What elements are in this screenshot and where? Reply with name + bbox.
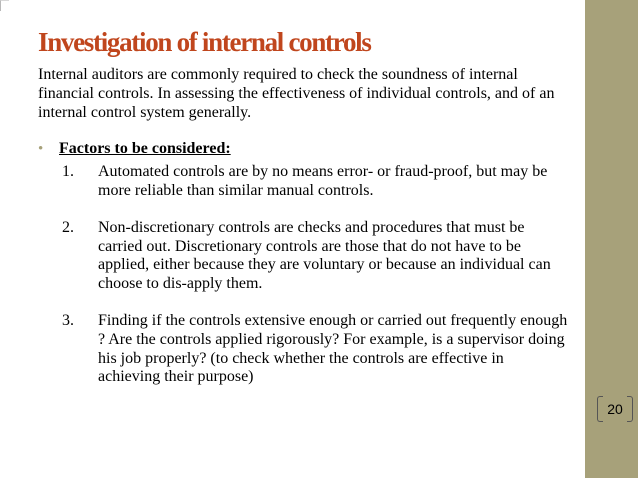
factors-label: Factors to be considered: <box>59 140 231 158</box>
item-number: 2. <box>62 218 74 236</box>
item-text: Non-discretionary controls are checks and procedures that must be carried out. Discretionary controls are those that do not have to be applied, either because they are voluntary or because an individual can choose to dis-apply them. <box>98 218 551 293</box>
list-item <box>38 312 568 387</box>
list-item <box>38 163 568 201</box>
bullet-icon: • <box>38 141 44 158</box>
item-number: 3. <box>62 311 74 329</box>
corner-mark <box>0 0 9 11</box>
page-number: 20 <box>597 396 633 422</box>
item-text: Finding if the controls extensive enough or carried out frequently enough ? Are the controls applied rigorously? For example, is a supervisor doing his job properly? (to check whether the controls are effective in achieving their purpose) <box>98 311 568 386</box>
factors-heading <box>38 140 568 159</box>
item-number: 1. <box>62 163 74 181</box>
list-item <box>38 219 568 294</box>
slide-body <box>38 66 568 405</box>
slide-title: Investigation of internal controls <box>38 27 371 57</box>
factors-list <box>38 163 568 387</box>
item-text: Automated controls are by no means error- or fraud-proof, but may be more reliable than similar manual controls. <box>98 163 548 199</box>
intro-paragraph: Internal auditors are commonly required to check the soundness of internal financial controls. In assessing the effectiveness of individual controls, and of an internal control system generally. <box>38 66 555 121</box>
